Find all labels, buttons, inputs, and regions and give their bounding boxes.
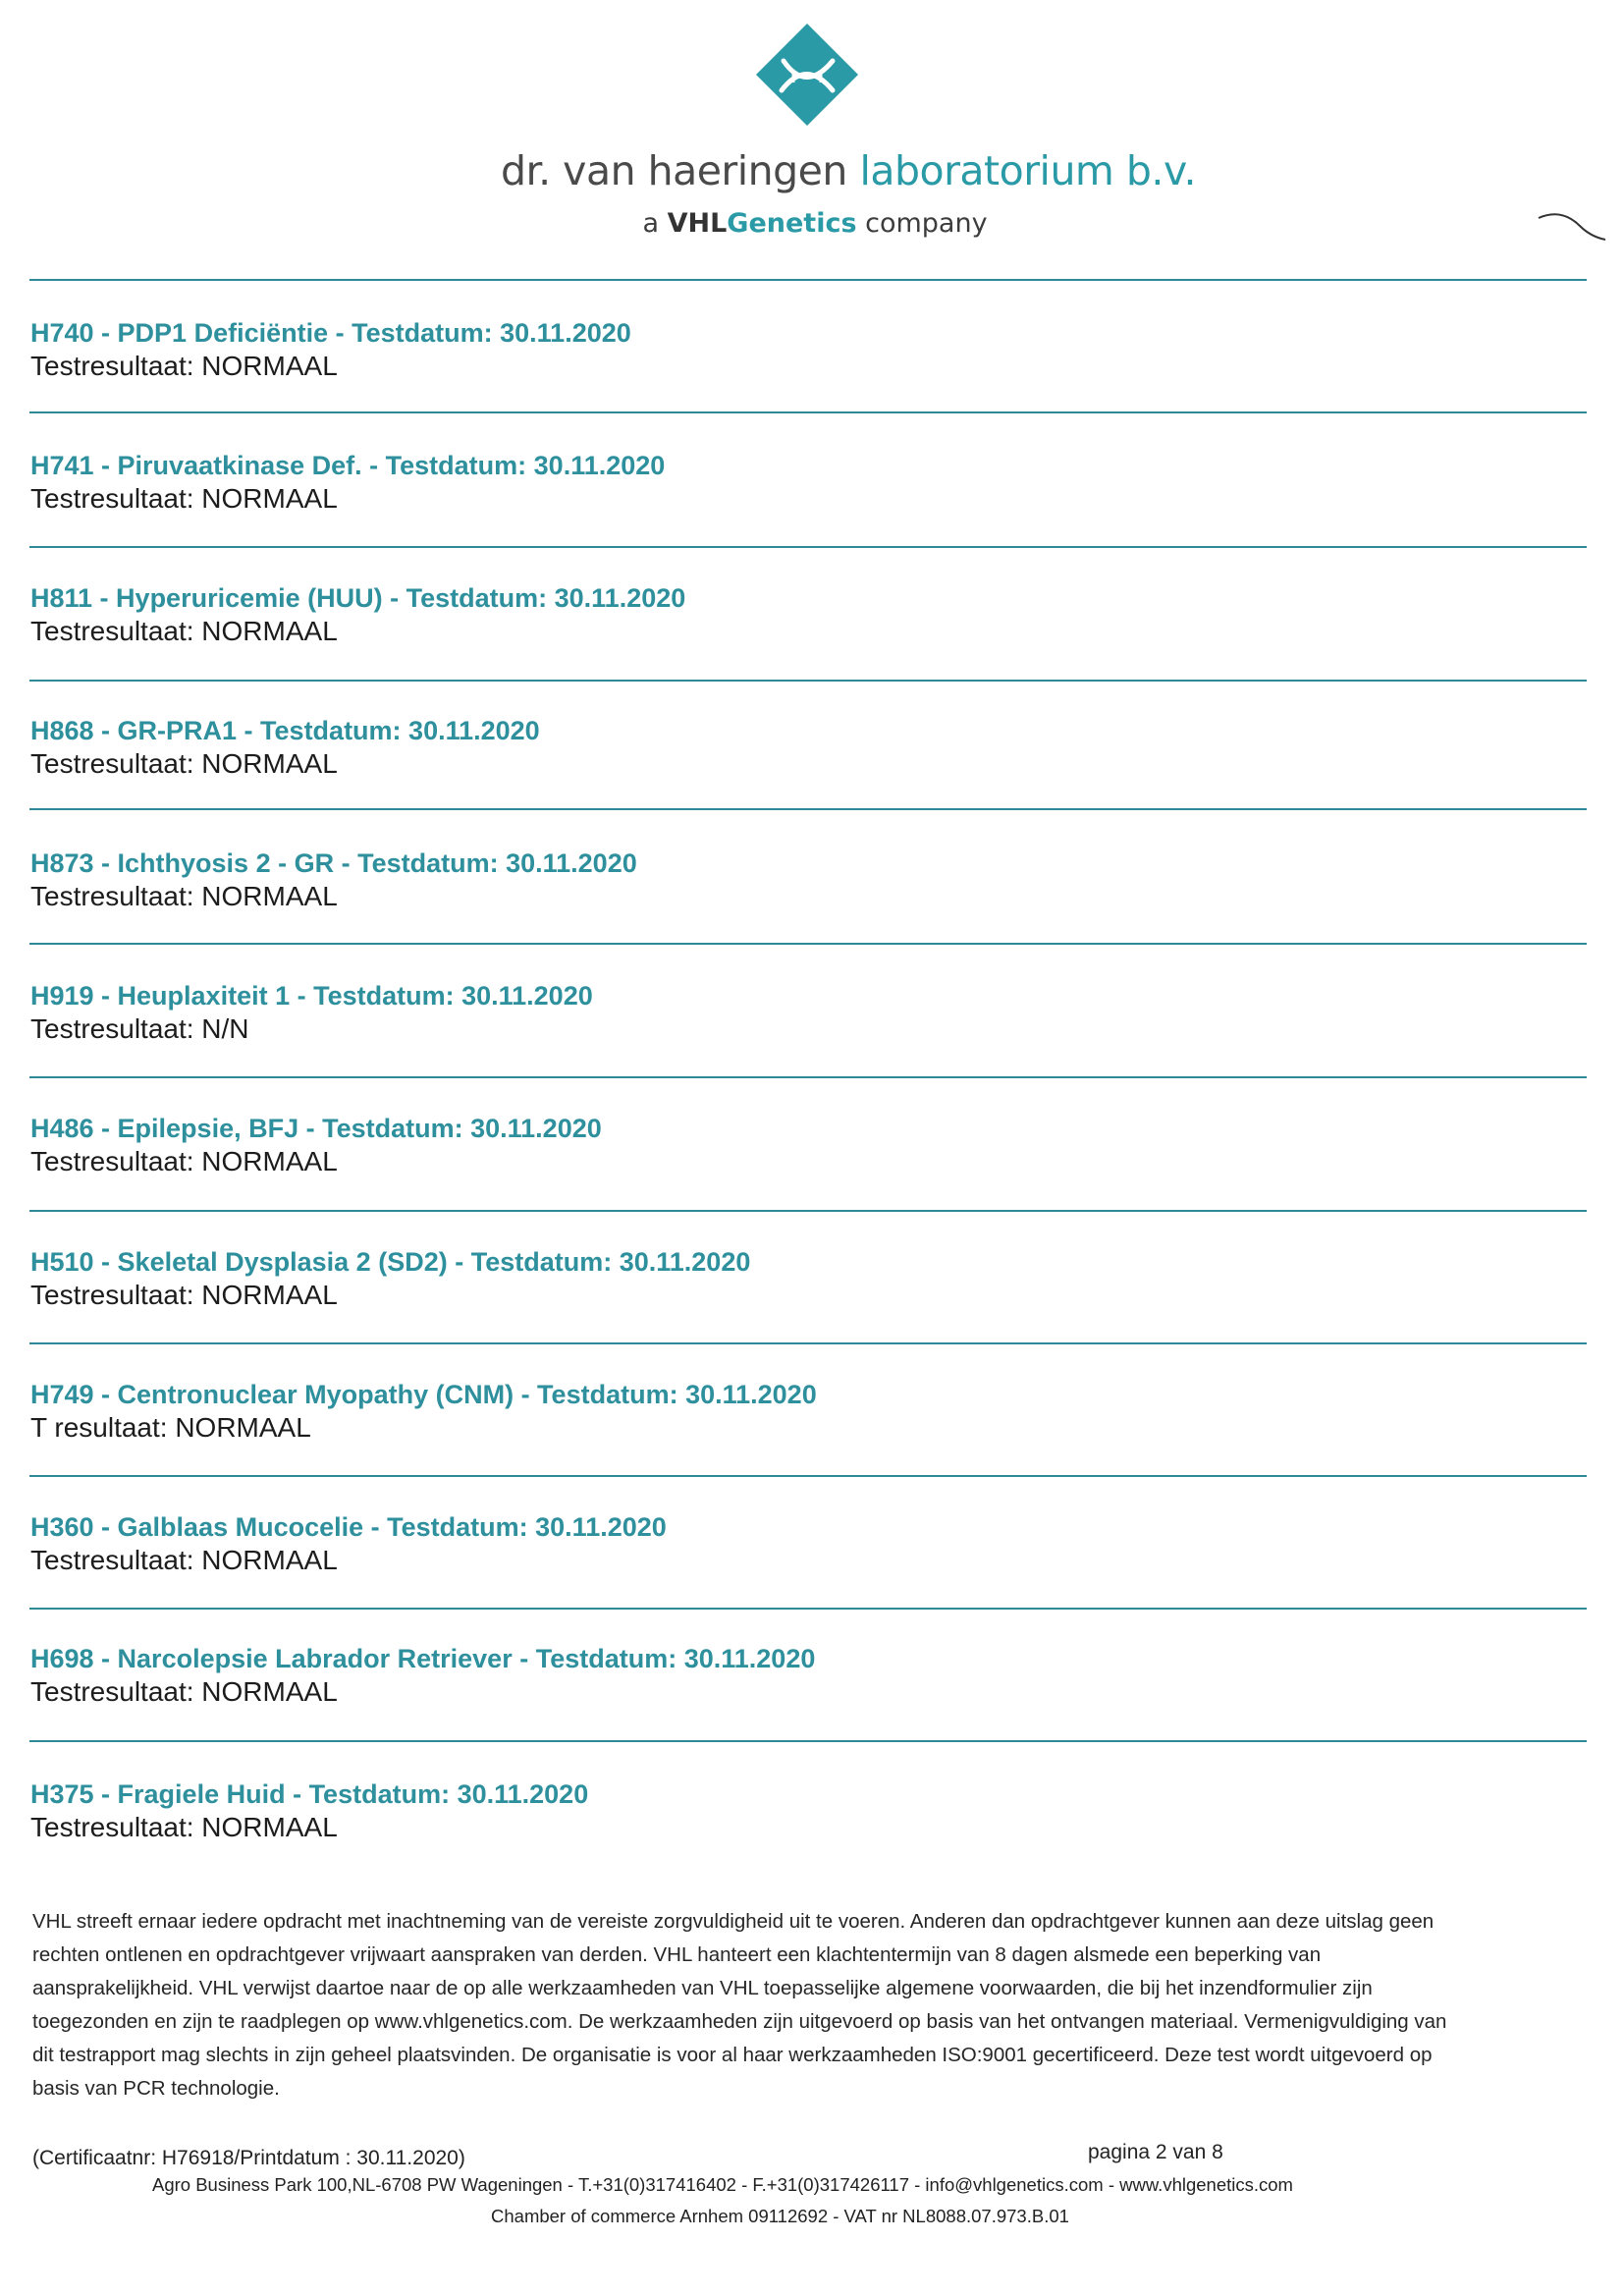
test-title: H868 - GR-PRA1 - Testdatum: 30.11.2020 bbox=[30, 716, 540, 745]
divider bbox=[29, 1210, 1587, 1212]
test-title: H811 - Hyperuricemie (HUU) - Testdatum: 30.11.2020 bbox=[30, 583, 686, 613]
divider bbox=[29, 680, 1587, 682]
company-address: Agro Business Park 100,NL-6708 PW Wageningen - T.+31(0)317416402 - F.+31(0)317426117 - info@vhlgenetics.com - www.vhlgenetics.com bbox=[152, 2174, 1293, 2195]
test-title: H375 - Fragiele Huid - Testdatum: 30.11.2020 bbox=[30, 1779, 589, 1809]
divider bbox=[29, 1740, 1587, 1742]
lab-subtitle bbox=[550, 208, 1080, 239]
test-entry bbox=[30, 714, 1209, 781]
divider bbox=[29, 943, 1587, 945]
lab-subtitle-prefix: a bbox=[642, 208, 668, 239]
test-entry bbox=[30, 979, 1209, 1046]
test-entry bbox=[30, 581, 1209, 648]
test-result: Testresultaat: NORMAAL bbox=[30, 483, 338, 514]
test-title: H698 - Narcolepsie Labrador Retriever - Testdatum: 30.11.2020 bbox=[30, 1644, 816, 1673]
test-title: H919 - Heuplaxiteit 1 - Testdatum: 30.11.2020 bbox=[30, 981, 593, 1011]
test-entry bbox=[30, 449, 1209, 516]
test-entry bbox=[30, 1112, 1209, 1178]
test-result: Testresultaat: NORMAAL bbox=[30, 1545, 338, 1575]
disclaimer-text: VHL streeft ernaar iedere opdracht met inachtneming van de vereiste zorgvuldigheid uit te voeren. Anderen dan opdrachtgever kunnen aan deze uitslag geen rechten ontlenen en opdrachtgever vrijwaart aanspraken van derden. VHL hanteert een klachtentermijn van 8 dagen alsmede een beperking van aansprakelijkheid. VHL verwijst daartoe naar de op alle werkzaamheden van VHL toepasselijke algemene voorwaarden, die bij het inzendformulier zijn toegezonden en zijn te raadplegen op www.vhlgenetics.com. De werkzaamheden zijn uitgevoerd op basis van het ontvangen materiaal. Vermenigvuldiging van dit testrapport mag slechts in zijn geheel plaatsvinden. De organisatie is voor al haar werkzaamheden ISO:9001 gecertificeerd. Deze test wordt uitgevoerd op basis van PCR technologie. bbox=[32, 1910, 1447, 2100]
lab-name-part2: laboratorium b.v. bbox=[859, 147, 1197, 194]
lab-subtitle-brand-genetics: Genetics bbox=[727, 208, 857, 239]
lab-name-part1: dr. van haeringen bbox=[501, 147, 860, 194]
lab-name bbox=[501, 147, 1197, 194]
test-result: Testresultaat: NORMAAL bbox=[30, 616, 338, 646]
test-entry bbox=[30, 1510, 1209, 1577]
test-title: H873 - Ichthyosis 2 - GR - Testdatum: 30.11.2020 bbox=[30, 848, 637, 878]
divider bbox=[29, 1608, 1587, 1610]
divider bbox=[29, 1076, 1587, 1078]
divider bbox=[29, 411, 1587, 413]
test-title: H741 - Piruvaatkinase Def. - Testdatum: 30.11.2020 bbox=[30, 451, 666, 480]
divider bbox=[29, 1342, 1587, 1344]
test-result: Testresultaat: NORMAAL bbox=[30, 351, 338, 381]
test-entry bbox=[30, 1642, 1209, 1709]
test-result: Testresultaat: N/N bbox=[30, 1013, 249, 1044]
page-number: pagina 2 van 8 bbox=[1088, 2141, 1223, 2163]
certificate-number: (Certificaatnr: H76918/Printdatum : 30.11.2020) bbox=[32, 2147, 465, 2169]
divider bbox=[29, 546, 1587, 548]
lab-subtitle-brand-vhl: VHL bbox=[667, 208, 728, 239]
test-title: H486 - Epilepsie, BFJ - Testdatum: 30.11.2020 bbox=[30, 1114, 602, 1143]
test-entry bbox=[30, 1245, 1209, 1312]
test-title: H740 - PDP1 Deficiëntie - Testdatum: 30.11.2020 bbox=[30, 318, 631, 348]
chamber-of-commerce: Chamber of commerce Arnhem 09112692 - VAT nr NL8088.07.973.B.01 bbox=[491, 2206, 1069, 2226]
test-title: H510 - Skeletal Dysplasia 2 (SD2) - Testdatum: 30.11.2020 bbox=[30, 1247, 751, 1277]
pen-mark-icon bbox=[1537, 208, 1607, 244]
dna-helix-logo-icon bbox=[754, 22, 860, 130]
test-entry bbox=[30, 1777, 1209, 1844]
test-result: Testresultaat: NORMAAL bbox=[30, 1676, 338, 1707]
test-result: T resultaat: NORMAAL bbox=[30, 1412, 311, 1443]
divider bbox=[29, 1475, 1587, 1477]
lab-subtitle-suffix: company bbox=[856, 208, 988, 239]
test-result: Testresultaat: NORMAAL bbox=[30, 1146, 338, 1176]
divider bbox=[29, 808, 1587, 810]
test-entry bbox=[30, 316, 1209, 383]
test-title: H360 - Galblaas Mucocelie - Testdatum: 30.11.2020 bbox=[30, 1512, 667, 1542]
test-entry bbox=[30, 1378, 1209, 1445]
test-entry bbox=[30, 847, 1209, 913]
test-result: Testresultaat: NORMAAL bbox=[30, 881, 338, 911]
test-result: Testresultaat: NORMAAL bbox=[30, 1812, 338, 1842]
test-title: H749 - Centronuclear Myopathy (CNM) - Testdatum: 30.11.2020 bbox=[30, 1380, 817, 1409]
divider bbox=[29, 279, 1587, 281]
test-result: Testresultaat: NORMAAL bbox=[30, 748, 338, 779]
test-result: Testresultaat: NORMAAL bbox=[30, 1280, 338, 1310]
